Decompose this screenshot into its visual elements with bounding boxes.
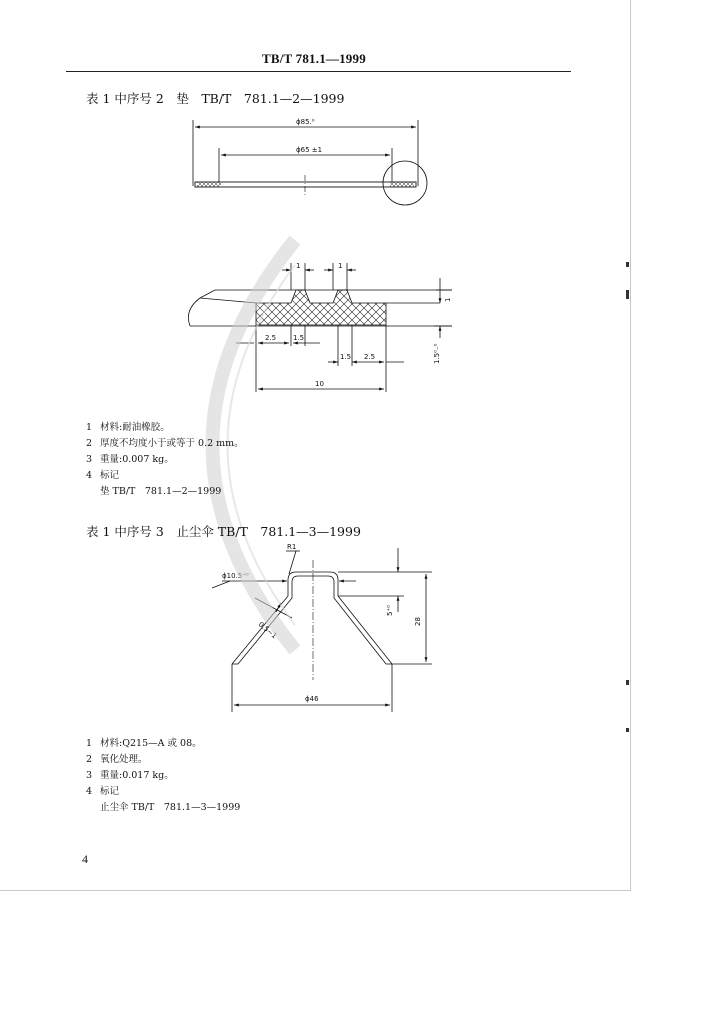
dim-inner-diameter: ϕ65 ±1 — [296, 146, 323, 154]
table3-caption: 表 1 中序号 3 止尘伞 TB/T 781.1—3—1999 — [86, 524, 361, 539]
dim-total-width: 10 — [315, 380, 324, 388]
scan-mark — [626, 728, 629, 732]
gasket-overview-drawing — [193, 120, 427, 205]
dim-rib-position: 1.5 — [293, 334, 305, 342]
dim-base-diameter: ϕ46 — [305, 695, 319, 703]
note-item: 4 标记 — [86, 786, 120, 797]
dim-left-margin: 2.5 — [265, 334, 277, 342]
note-item: 1 材料:Q215—A 或 08。 — [86, 738, 202, 749]
marking-text: 止尘伞 TB/T 781.1—3—1999 — [100, 802, 241, 813]
dim-total-height: 28 — [414, 617, 422, 626]
scan-mark — [626, 262, 629, 267]
note-item: 2 厚度不均度小于或等于 0.2 mm。 — [86, 438, 244, 449]
dim-sheet-thickness: 0.5~1 — [256, 620, 279, 641]
dim-rib-width-1: 1 — [296, 262, 301, 270]
gasket-section-drawing — [188, 263, 452, 392]
table2-notes — [86, 420, 244, 500]
note-item: 3 重量:0.007 kg。 — [86, 454, 174, 465]
table3-notes — [86, 736, 240, 816]
dim-section-height: 1.5⁰₋⁰ — [433, 343, 441, 364]
dim-right-margin: 2.5 — [364, 353, 376, 361]
dim-top-diameter: ϕ10.5⁺⁰ — [222, 572, 249, 580]
dim-cap-height: 5⁺⁰ — [386, 605, 394, 616]
dim-thickness: 1 — [444, 297, 452, 302]
marking-text: 垫 TB/T 781.1—2—1999 — [100, 486, 222, 497]
scan-mark — [626, 680, 629, 685]
scan-mark — [626, 290, 629, 299]
page-number: 4 — [82, 852, 88, 866]
dim-radius: R1 — [287, 543, 297, 551]
dim-rib-width-2: 1 — [338, 262, 343, 270]
dim-outer-diameter: ϕ85.⁰ — [296, 118, 315, 126]
note-item: 3 重量:0.017 kg。 — [86, 770, 174, 781]
dim-rib-gap: 1.5 — [340, 353, 352, 361]
note-item: 4 标记 — [86, 470, 120, 481]
table2-caption: 表 1 中序号 2 垫 TB/T 781.1—2—1999 — [86, 91, 345, 106]
note-item: 1 材料:耐油橡胶。 — [86, 422, 170, 433]
note-item: 2 氧化处理。 — [86, 754, 148, 765]
page-header-title: TB/T 781.1—1999 — [262, 51, 366, 66]
